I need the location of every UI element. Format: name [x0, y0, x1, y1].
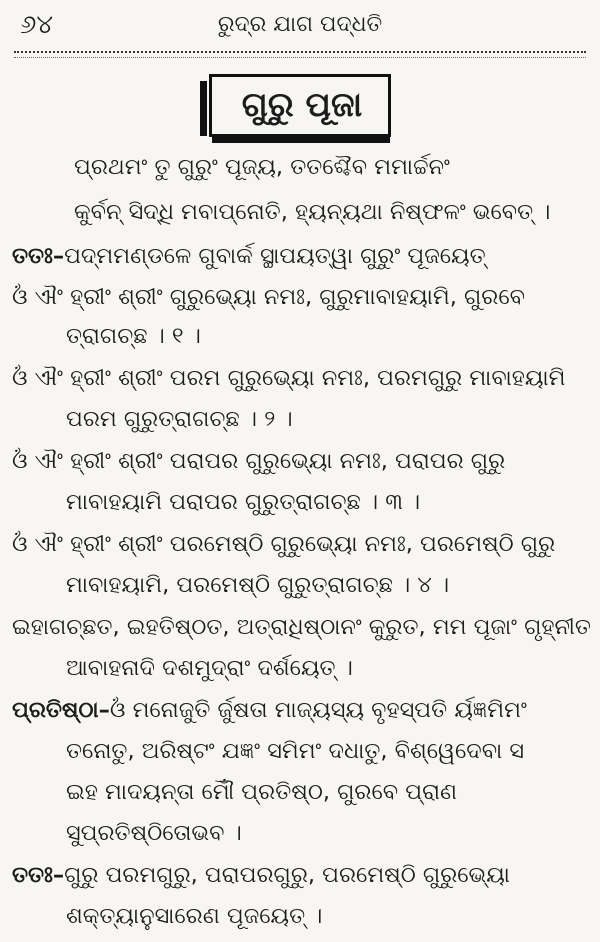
mantra-1-line-2: ତ୍ରାଗଚ୍ଛ । ୧ । [66, 323, 201, 349]
header-rule [14, 51, 586, 58]
verse-line-1: ପ୍ରଥମଂ ତୁ ଗୁରୁଂ ପୂଜ୍ୟ, ତତଶ୍ଚୈବ ମମାର୍ଚ୍ଚନଂ [74, 154, 450, 180]
pratishtha-line-1 [12, 697, 527, 723]
closing-line-2: ଶକ୍ତ୍ୟାନୁସାରେଣ ପୂଜୟେତ୍ । [66, 903, 323, 929]
verse-line-2: କୁର୍ବନ୍ ସିଦ୍ଧି ମବାପ୍ନୋତି, ହ୍ୟନ୍ୟଥା ନିଷ୍ଫଳଂ ଭବେତ୍ । [74, 199, 551, 225]
mantra-2-line-2: ପରମ ଗୁରୁତ୍ରାଗଚ୍ଛ । ୨ । [66, 406, 293, 432]
mantra-4-line-1: ଓଁ ଐଂ ହ୍ରୀଂ ଶ୍ରୀଂ ପରମେଷ୍ଠି ଗୁରୁଭ୍ୟୋ ନମଃ, ପରମେଷ୍ଠି ଗୁରୁ [12, 531, 556, 557]
tatah-label-2: ତତଃ– [12, 862, 65, 888]
pratishtha-line-3: ଇହ ମାଦୟନ୍ତା ମୌଁ ପ୍ରତିଷ୍ଠ, ଗୁରବେ ପ୍ରାଣ [66, 779, 457, 805]
tatah-label: ତତଃ– [12, 243, 65, 269]
page-header [18, 4, 582, 50]
mantra-1-line-1: ଓଁ ଐଂ ହ୍ରୀଂ ଶ୍ରୀଂ ଗୁରୁଭ୍ୟୋ ନମଃ, ଗୁରୁମାବାହୟାମି, ଗୁରବେ [12, 284, 525, 310]
section-title-wrap [0, 74, 600, 137]
pratishtha-text: ଓଁ ମନୋଜୁତି ର୍ଜୁଷତା ମାଜ୍ୟସ୍ୟ ବୃହସ୍ପତି ର୍ୟଜ୍ଞମିମଂ [109, 697, 527, 723]
mantra-3-line-1: ଓଁ ଐଂ ହ୍ରୀଂ ଶ୍ରୀଂ ପରାପର ଗୁରୁଭ୍ୟୋ ନମଃ, ପରାପର ଗୁରୁ [12, 448, 506, 474]
mantra-4-line-2: ମାବାହୟାମି, ପରମେଷ୍ଠି ଗୁରୁତ୍ରାଗଚ୍ଛ । ୪ । [66, 572, 450, 598]
pratishtha-line-4: ସୁପ୍ରତିଷ୍ଠିତୋଭବ । [66, 820, 242, 846]
running-title: ରୁଦ୍ର ଯାଗ ପଦ୍ଧତି [217, 12, 383, 37]
instruction-text: ପଦ୍ମମଣ୍ଡଳେ ଗୁବାର୍କ ସ୍ଥାପୟତ୍ୱା ଗୁରୁଂ ପୂଜୟେତ୍ [64, 243, 486, 269]
page-number: ୬୪ [20, 10, 53, 40]
closing-text: ଗୁରୁ ପରମଗୁରୁ, ପରାପରଗୁରୁ, ପରମେଷ୍ଠି ଗୁରୁଭ୍ୟୋ [64, 862, 510, 888]
mantra-2-line-1: ଓଁ ଐଂ ହ୍ରୀଂ ଶ୍ରୀଂ ପରମ ଗୁରୁଭ୍ୟୋ ନମଃ, ପରମଗୁରୁ ମାବାହୟାମି [12, 365, 566, 391]
section-title: ଗୁରୁ ପୂଜା [209, 74, 391, 137]
invocation-line-2: ଆବାହନାଦି ଦଶମୁଦ୍ରାଂ ଦର୍ଶୟେତ୍ । [66, 655, 353, 681]
pratishtha-line-2: ତନୋତୁ, ଅରିଷ୍ଟଂ ଯଜ୍ଞଂ ସମିମଂ ଦଧାତୁ, ବିଶ୍ୱେଦେବା ସ [66, 738, 525, 764]
instruction-line [12, 243, 486, 269]
mantra-3-line-2: ମାବାହୟାମି ପରାପର ଗୁରୁତ୍ରାଗଚ୍ଛ । ୩ । [66, 489, 421, 515]
closing-line-1 [12, 862, 510, 888]
pratishtha-label: ପ୍ରତିଷ୍ଠା– [12, 697, 110, 723]
invocation-line-1: ଇହାଗଚ୍ଛତ, ଇହତିଷ୍ଠତ, ଅତ୍ରାଧିଷ୍ଠାନଂ କୁରୁତ, ମମ ପୂଜାଂ ଗୃହ୍ନୀତ [12, 614, 591, 640]
